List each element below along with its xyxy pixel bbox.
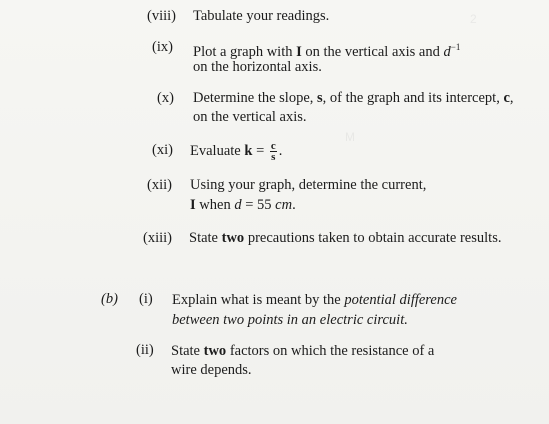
question-number-b-i: (i) [139,291,153,307]
fraction-c-over-s: $\frac{c}{s}$ [270,140,276,163]
question-text-xii-line1: Using your graph, determine the current, [190,177,427,193]
question-number-x: (x) [157,90,174,106]
question-number-ix: (ix) [152,39,173,55]
question-number-xi: (xi) [152,142,173,158]
question-text-x-line2: on the vertical axis. [193,109,307,125]
question-text-viii: Tabulate your readings. [193,8,330,24]
question-number-b-ii: (ii) [136,342,154,358]
question-text-xiii: State two precautions taken to obtain accurate results. [189,230,502,246]
question-text-b-i-line1: Explain what is meant by the potential difference [172,292,457,308]
show-through-mark: M [345,130,355,144]
show-through-mark: 2 [470,12,477,26]
question-number-xii: (xii) [147,177,172,193]
question-number-viii: (viii) [147,8,176,24]
question-text-xi: Evaluate k = $\frac{c}{s}$ . [190,140,283,163]
question-text-xii-line2: I when d = 55 cm. [190,197,296,213]
question-number-xiii: (xiii) [143,230,172,246]
question-text-b-ii-line1: State two factors on which the resistance of a [171,343,435,359]
question-text-ix-line2: on the horizontal axis. [193,59,322,75]
question-text-b-ii-line2: wire depends. [171,362,252,378]
question-text-b-i-line2: between two points in an electric circuit. [172,312,408,328]
question-text-ix-line1: Plot a graph with I on the vertical axis and $d^{-1}$ [193,42,461,60]
part-b-label: (b) [101,291,118,307]
question-text-x-line1: Determine the slope, s, of the graph and its intercept, c, [193,90,514,106]
